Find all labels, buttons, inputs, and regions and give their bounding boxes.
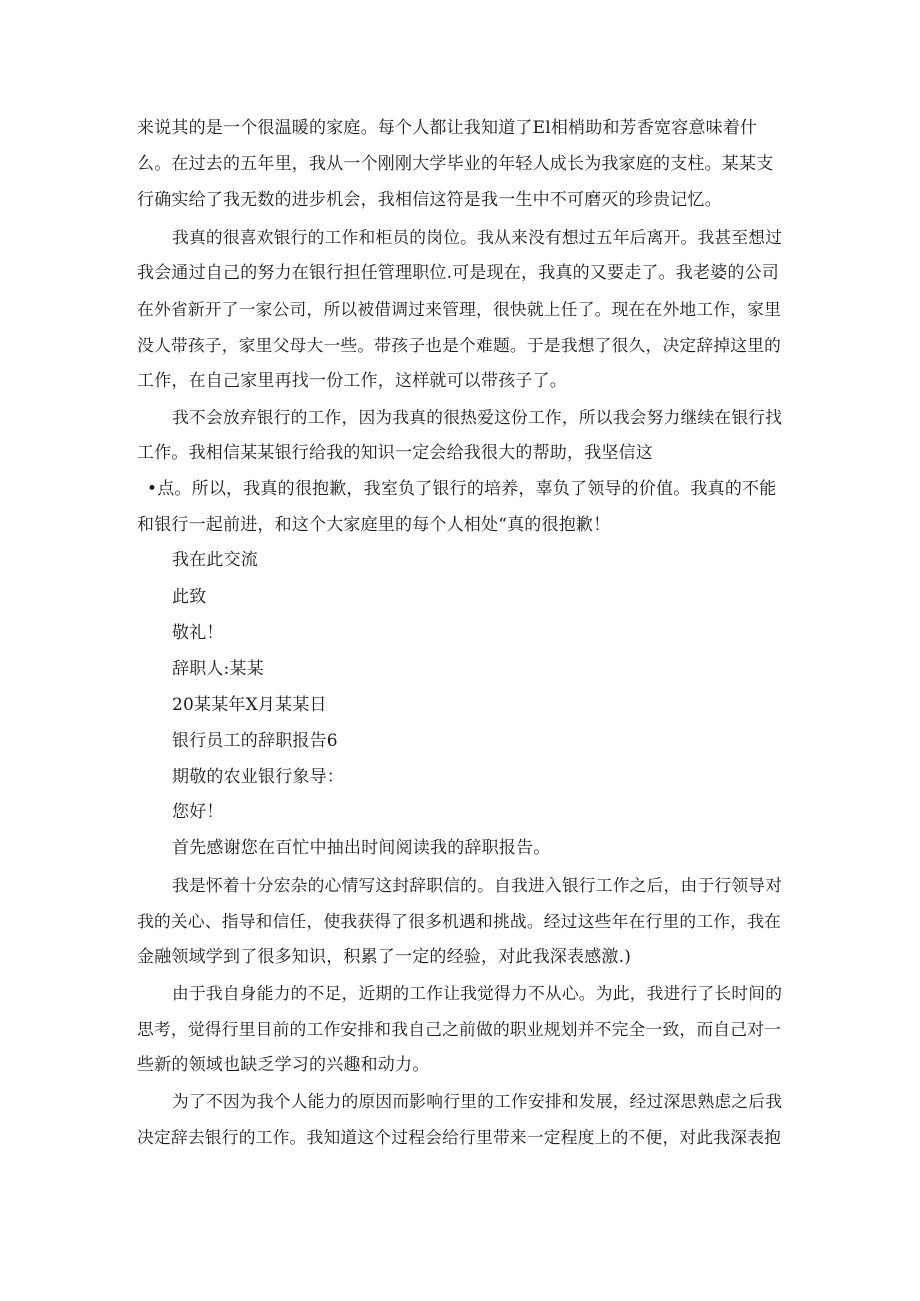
text-line: 么。在过去的五年里，我从一个刚刚大学毕业的年轻人成长为我家庭的支柱。某某支	[137, 154, 774, 174]
text-line: 为了不因为我个人能力的原因而影响行里的工作安排和发展，经过深思熟虑之后我	[172, 1091, 783, 1111]
text-line: 由于我自身能力的不足，近期的工作让我觉得力不从心。为此，我进行了长时间的	[172, 983, 783, 1003]
text-line: 些新的领域也缺乏学习的兴趣和动力。	[137, 1055, 430, 1075]
text-line: 我在此交流	[172, 550, 258, 570]
text-line: 来说其的是一个很温暖的家庭。每个人都让我知道了El相梢助和芳香宽容意味着什	[137, 118, 758, 138]
text-line: 我的关心、指导和信任，使我获得了很多机遇和挑战。经过这些年在行里的工作，我在	[137, 911, 782, 931]
text-line: 辞职人:某某	[172, 659, 264, 679]
text-line: 在外省新开了一家公司，所以被借调过来管理，很快就上任了。现在在外地工作，家里	[137, 299, 782, 319]
text-line: 期敬的农业银行象导：	[172, 767, 344, 787]
text-line: 工作，在自己家里再找一份工作，这样就可以带孩子了。	[137, 371, 567, 391]
text-line: 我会通过自己的努力在银行担任管理职位.可是现在，我真的又要走了。我老婆的公司	[137, 263, 780, 283]
text-line: 没人带孩子，家里父母大一些。带孩子也是个难题。于是我想了很久，决定辞掉这里的	[137, 335, 782, 355]
text-line: 20某某年X月某某日	[172, 695, 327, 715]
text-line: 思考，觉得行里目前的工作安排和我自己之前做的职业规划并不完全一致，而自己对一	[137, 1019, 782, 1039]
text-line: 此致	[172, 587, 207, 607]
text-line: 我是怀着十分宏杂的心情写这封辞职信的。自我进入银行工作之后，由于行领导对	[172, 875, 783, 895]
text-line: •点。所以，我真的很抱歉，我室负了银行的培养，辜负了领导的价值。我真的不能	[147, 479, 777, 499]
text-line: 行确实给了我无数的进步机会，我相信这符是我一生中不可磨灭的珍贵记忆。	[137, 190, 722, 210]
text-line: 我真的很喜欢银行的工作和柜员的岗位。我从来没有想过五年后离开。我甚至想过	[172, 227, 783, 247]
text-line: 金融领域学到了很多知识，积累了一定的经验，对此我深表感激.)	[137, 947, 632, 967]
text-line: 我不会放弃银行的工作，因为我真的很热爱这份工作，所以我会努力继续在银行找	[172, 407, 783, 427]
text-line: 首先感谢您在百忙中抽出时间阅读我的辞职报告。	[172, 838, 551, 858]
text-line: 决定辞去银行的工作。我知道这个过程会给行里带来一定程度上的不便，对此我深表抱	[137, 1127, 782, 1147]
text-line: 您好！	[172, 802, 224, 822]
text-line: 银行员工的辞职报告6	[172, 731, 338, 751]
text-line: 工作。我相信某某银行给我的知识一定会给我很大的帮助，我坚信这	[137, 443, 653, 463]
text-line: 敬礼！	[172, 623, 224, 643]
text-line: 和银行一起前进，和这个大家庭里的每个人相处“真的很抱歉！	[137, 515, 611, 535]
